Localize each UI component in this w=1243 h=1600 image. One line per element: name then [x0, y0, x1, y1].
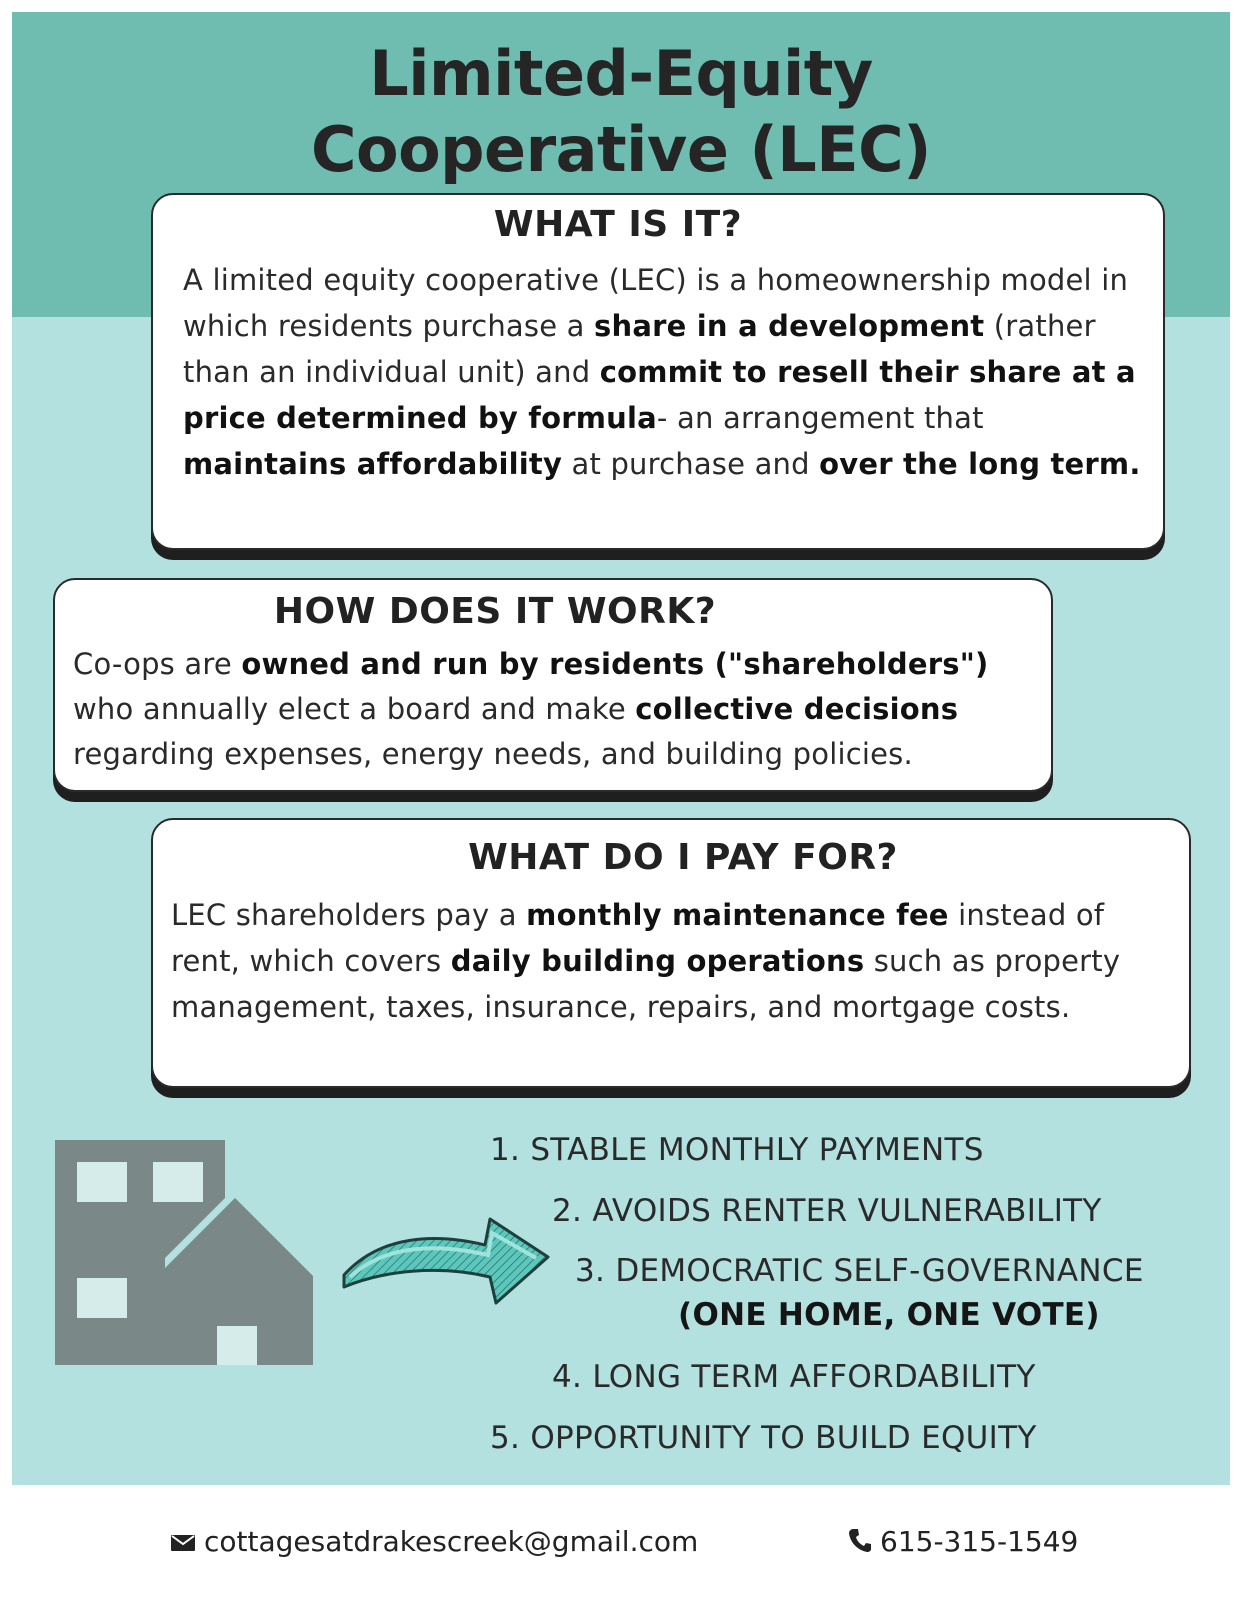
body-text: Co-ops are: [73, 647, 242, 681]
body-text: regarding expenses, energy needs, and building policies.: [73, 737, 913, 771]
phone-contact[interactable]: [848, 1525, 1078, 1560]
what-is-it-body: [183, 257, 1143, 487]
benefit-item-3-sub: (ONE HOME, ONE VOTE): [678, 1297, 1100, 1333]
body-text: LEC shareholders pay a: [171, 898, 527, 932]
emphasis-text: over the long term.: [819, 447, 1141, 481]
what-do-i-pay-for-heading: WHAT DO I PAY FOR?: [468, 837, 898, 878]
building-window: [77, 1162, 127, 1202]
what-is-it-heading: WHAT IS IT?: [493, 204, 743, 245]
benefit-item-5: 5. OPPORTUNITY TO BUILD EQUITY: [490, 1420, 1037, 1456]
phone-number[interactable]: 615-315-1549: [880, 1525, 1079, 1558]
emphasis-text: share in a development: [594, 309, 985, 343]
email-address[interactable]: cottagesatdrakescreek@gmail.com: [204, 1525, 699, 1558]
emphasis-text: monthly maintenance fee: [526, 898, 949, 932]
body-text: A limited equity cooperative (LEC) is a homeownership model in which residents purchase a: [183, 263, 1129, 343]
what-is-it-card: [151, 193, 1165, 550]
title-line-1: Limited-Equity: [369, 37, 873, 110]
how-does-it-work-card: [53, 578, 1053, 792]
emphasis-text: collective decisions: [635, 692, 959, 726]
how-does-it-work-heading: HOW DOES IT WORK?: [273, 591, 717, 632]
envelope-icon: [170, 1527, 196, 1560]
body-text: (rather than an individual unit) and: [183, 309, 1096, 389]
emphasis-text: owned and run by residents ("shareholders"): [241, 647, 989, 681]
curved-arrow-icon: [340, 1215, 555, 1310]
building-window: [153, 1162, 203, 1202]
body-text: who annually elect a board and make: [73, 692, 636, 726]
building-house-illustration: [55, 1140, 320, 1370]
body-text: at purchase and: [562, 447, 820, 481]
building-window: [77, 1278, 127, 1318]
benefit-item-4: 4. LONG TERM AFFORDABILITY: [552, 1359, 1036, 1395]
emphasis-text: maintains affordability: [183, 447, 563, 481]
phone-icon: [848, 1527, 872, 1560]
emphasis-text: daily building operations: [450, 944, 865, 978]
benefit-item-3: 3. DEMOCRATIC SELF-GOVERNANCE: [575, 1253, 1144, 1289]
page-title: [12, 36, 1230, 188]
what-do-i-pay-for-card: [151, 818, 1191, 1088]
what-do-i-pay-for-body: [171, 892, 1171, 1030]
benefit-item-1: 1. STABLE MONTHLY PAYMENTS: [490, 1132, 984, 1168]
how-does-it-work-body: [73, 642, 1048, 777]
emphasis-text: commit to resell their share at a price determined by formula: [183, 355, 1136, 435]
benefit-item-2: 2. AVOIDS RENTER VULNERABILITY: [552, 1193, 1102, 1229]
body-text: - an arrangement that: [656, 401, 984, 435]
email-contact[interactable]: [170, 1525, 698, 1560]
body-text: instead of rent, which covers: [171, 898, 1105, 978]
house-door: [217, 1326, 257, 1365]
body-text: such as property management, taxes, insurance, repairs, and mortgage costs.: [171, 944, 1121, 1024]
title-line-2: Cooperative (LEC): [310, 113, 931, 186]
